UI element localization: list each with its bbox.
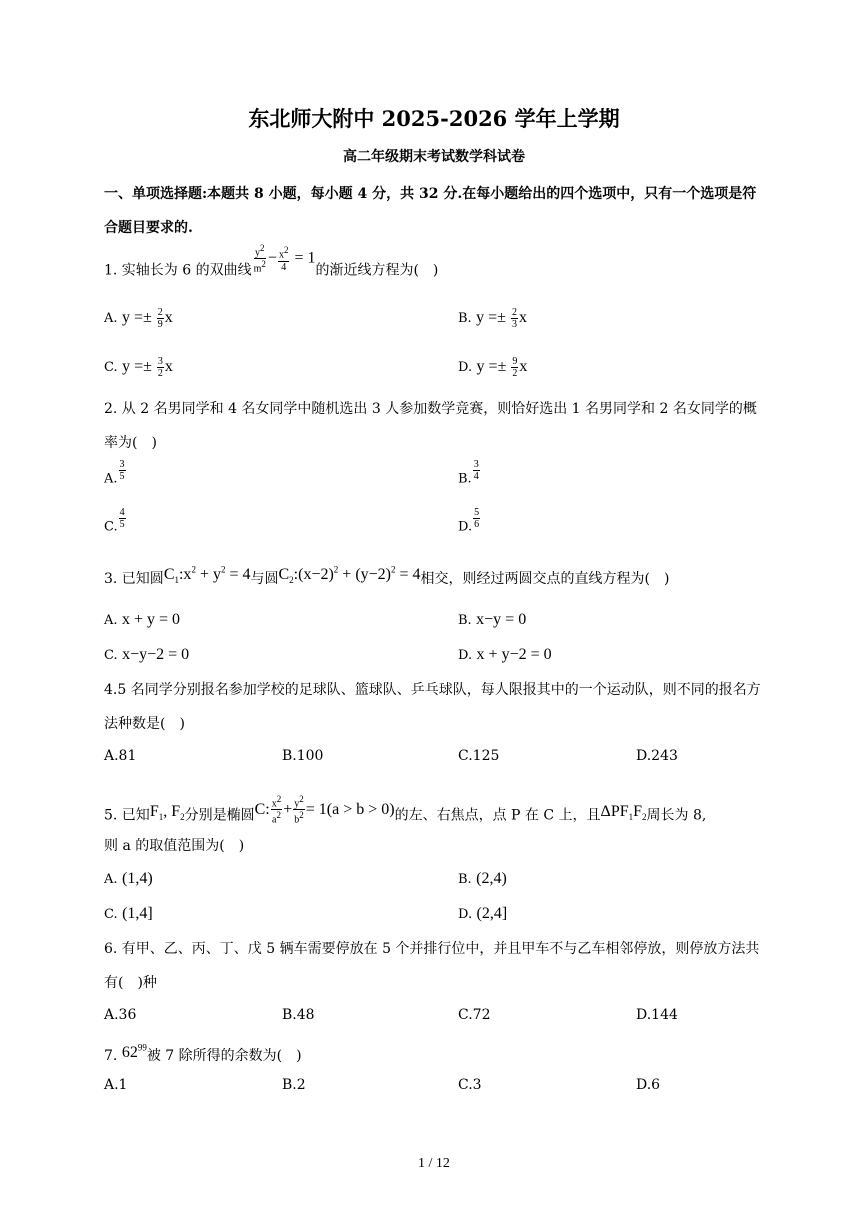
question-1-text-before: 1. 实轴长为 6 的双曲线 <box>104 262 252 279</box>
section-heading: 一、单项选择题:本题共 8 小题，每小题 4 分，共 32 分.在每小题给出的四个选项中，只有一个选项是符合题目要求的. <box>104 186 757 236</box>
option-fraction: $\frac{3}{4}$ <box>473 459 479 482</box>
question-4-option-c[interactable]: C.125 <box>458 748 500 764</box>
question-3-text-c: 相交，则经过两圆交点的直线方程为( ) <box>420 571 670 587</box>
option-label: C. <box>104 519 118 535</box>
option-label: A. <box>104 872 118 887</box>
option-formula: (2,4) <box>476 870 507 887</box>
option-label: D. <box>458 519 473 535</box>
question-7-option-d[interactable]: D.6 <box>636 1077 661 1093</box>
question-7-option-b[interactable]: B.2 <box>282 1077 306 1093</box>
foci-formula: $F_1$, $F_2$ <box>149 802 185 822</box>
option-fraction: $\frac{3}{5}$ <box>119 459 125 482</box>
option-formula: x + y = 0 <box>121 611 181 628</box>
question-7-option-c[interactable]: C.3 <box>458 1077 482 1093</box>
question-4-stem: 4.5 名同学分别报名参加学校的足球队、篮球队、乒乓球队，每人限报其中的一个运动队，则不同的报名方法种数是( ) <box>104 682 761 732</box>
question-5-option-d[interactable] <box>458 905 507 923</box>
option-label: B. <box>458 872 472 887</box>
question-3-option-a[interactable] <box>104 611 180 629</box>
option-formula: y =± $\frac{2}{3}$ x <box>476 307 527 330</box>
option-formula: x−y−2 = 0 <box>122 646 190 663</box>
question-1-option-c[interactable] <box>104 356 173 379</box>
option-formula: (1,4) <box>121 870 153 887</box>
question-3-option-b[interactable] <box>458 611 526 629</box>
option-formula: x + y−2 = 0 <box>476 646 552 663</box>
ellipse-formula: C: $\frac{x^2}{a^2}$ + $\frac{y^2}{b^2}$ = 1(a > b > 0) <box>254 794 395 826</box>
question-5-stem <box>104 794 707 832</box>
question-5-text-c: 的左、右焦点，点 P 在 C 上，且 <box>394 807 601 824</box>
question-2-option-d[interactable] <box>458 507 481 538</box>
question-5-option-c[interactable] <box>104 905 153 923</box>
circle-c2-formula: $C_2:(x-2)^2 + (y-2)^2 = 4$ <box>278 564 421 586</box>
question-3-text-b: 与圆 <box>250 571 279 587</box>
question-4-option-b[interactable]: B.100 <box>282 748 324 764</box>
question-5-text-d: 周长为 8, <box>646 807 707 824</box>
option-fraction: $\frac{4}{5}$ <box>119 507 125 530</box>
question-5-option-a[interactable] <box>104 870 153 888</box>
option-label: D. <box>458 907 473 922</box>
question-5-option-b[interactable] <box>458 870 507 888</box>
question-2-option-c[interactable] <box>104 507 127 538</box>
question-4-option-a[interactable]: A.81 <box>104 748 137 764</box>
question-1-option-b[interactable] <box>458 307 527 330</box>
question-6-stem: 6. 有甲、乙、丙、丁、戊 5 辆车需要停放在 5 个并排行位中，并且甲车不与乙车相邻停放，则停放方法共有( )种 <box>104 941 760 991</box>
option-label: D. <box>458 360 473 376</box>
option-label: B. <box>458 471 472 487</box>
question-5-text-a: 5. 已知 <box>104 807 150 824</box>
question-2-option-b[interactable] <box>458 459 481 490</box>
option-formula: y =± $\frac{9}{2}$ x <box>476 356 528 379</box>
question-1-text-after: 的渐近线方程为( ) <box>315 262 439 279</box>
option-label: D. <box>458 648 473 663</box>
option-label: C. <box>104 907 118 922</box>
question-3-option-c[interactable] <box>104 646 189 664</box>
triangle-formula: $\Delta PF_1F_2$ <box>600 802 647 822</box>
question-7-number: 7. <box>104 1048 122 1064</box>
option-formula: y =± $\frac{2}{9}$ x <box>121 307 173 330</box>
option-fraction: $\frac{5}{6}$ <box>474 507 480 530</box>
question-1-option-a[interactable] <box>104 307 173 330</box>
option-label: A. <box>104 613 118 628</box>
question-3-stem <box>104 564 670 589</box>
option-label: B. <box>458 311 472 327</box>
option-formula: (1,4] <box>122 905 153 922</box>
question-7-text: 被 7 除所得的余数为( ) <box>146 1048 302 1064</box>
question-7-option-a[interactable]: A.1 <box>104 1077 128 1093</box>
exam-title: 东北师大附中 2025-2026 学年上学期 <box>248 106 620 131</box>
power-formula: $62^{99}$ <box>121 1042 147 1061</box>
option-formula: x−y = 0 <box>476 611 527 628</box>
circle-c1-formula: $C_1:x^2 + y^2 = 4$ <box>163 564 251 586</box>
question-3-text-a: 3. 已知圆 <box>104 571 164 587</box>
option-label: A. <box>104 471 118 487</box>
question-1-stem <box>104 243 439 287</box>
option-label: B. <box>458 613 472 628</box>
question-6-option-a[interactable]: A.36 <box>104 1007 137 1023</box>
question-2-stem: 2. 从 2 名男同学和 4 名女同学中随机选出 3 人参加数学竞赛，则恰好选出 1 名男同学和 2 名女同学的概率为( ) <box>104 401 757 451</box>
question-1-option-d[interactable] <box>458 356 527 379</box>
question-6-option-d[interactable]: D.144 <box>636 1007 678 1023</box>
question-4-option-d[interactable]: D.243 <box>636 748 678 764</box>
option-label: A. <box>104 311 118 327</box>
question-5-text-b: 分别是椭圆 <box>184 807 255 824</box>
page-number: 1 / 12 <box>418 1156 450 1171</box>
option-label: C. <box>104 360 118 376</box>
question-6-option-c[interactable]: C.72 <box>458 1007 491 1023</box>
option-label: C. <box>104 648 118 663</box>
question-3-option-d[interactable] <box>458 646 552 664</box>
question-1-formula: $\frac{y^2}{m^2}$ − $\frac{x^2}{4}$ = 1 <box>253 243 316 275</box>
exam-subtitle: 高二年级期末考试数学科试卷 <box>343 149 525 165</box>
option-formula: (2,4] <box>476 905 508 922</box>
question-7-stem <box>104 1042 302 1065</box>
question-5-stem-line2: 则 a 的取值范围为( ) <box>104 838 245 854</box>
question-6-option-b[interactable]: B.48 <box>282 1007 315 1023</box>
option-formula: y =± $\frac{3}{2}$ x <box>122 356 173 379</box>
question-2-option-a[interactable] <box>104 459 127 490</box>
